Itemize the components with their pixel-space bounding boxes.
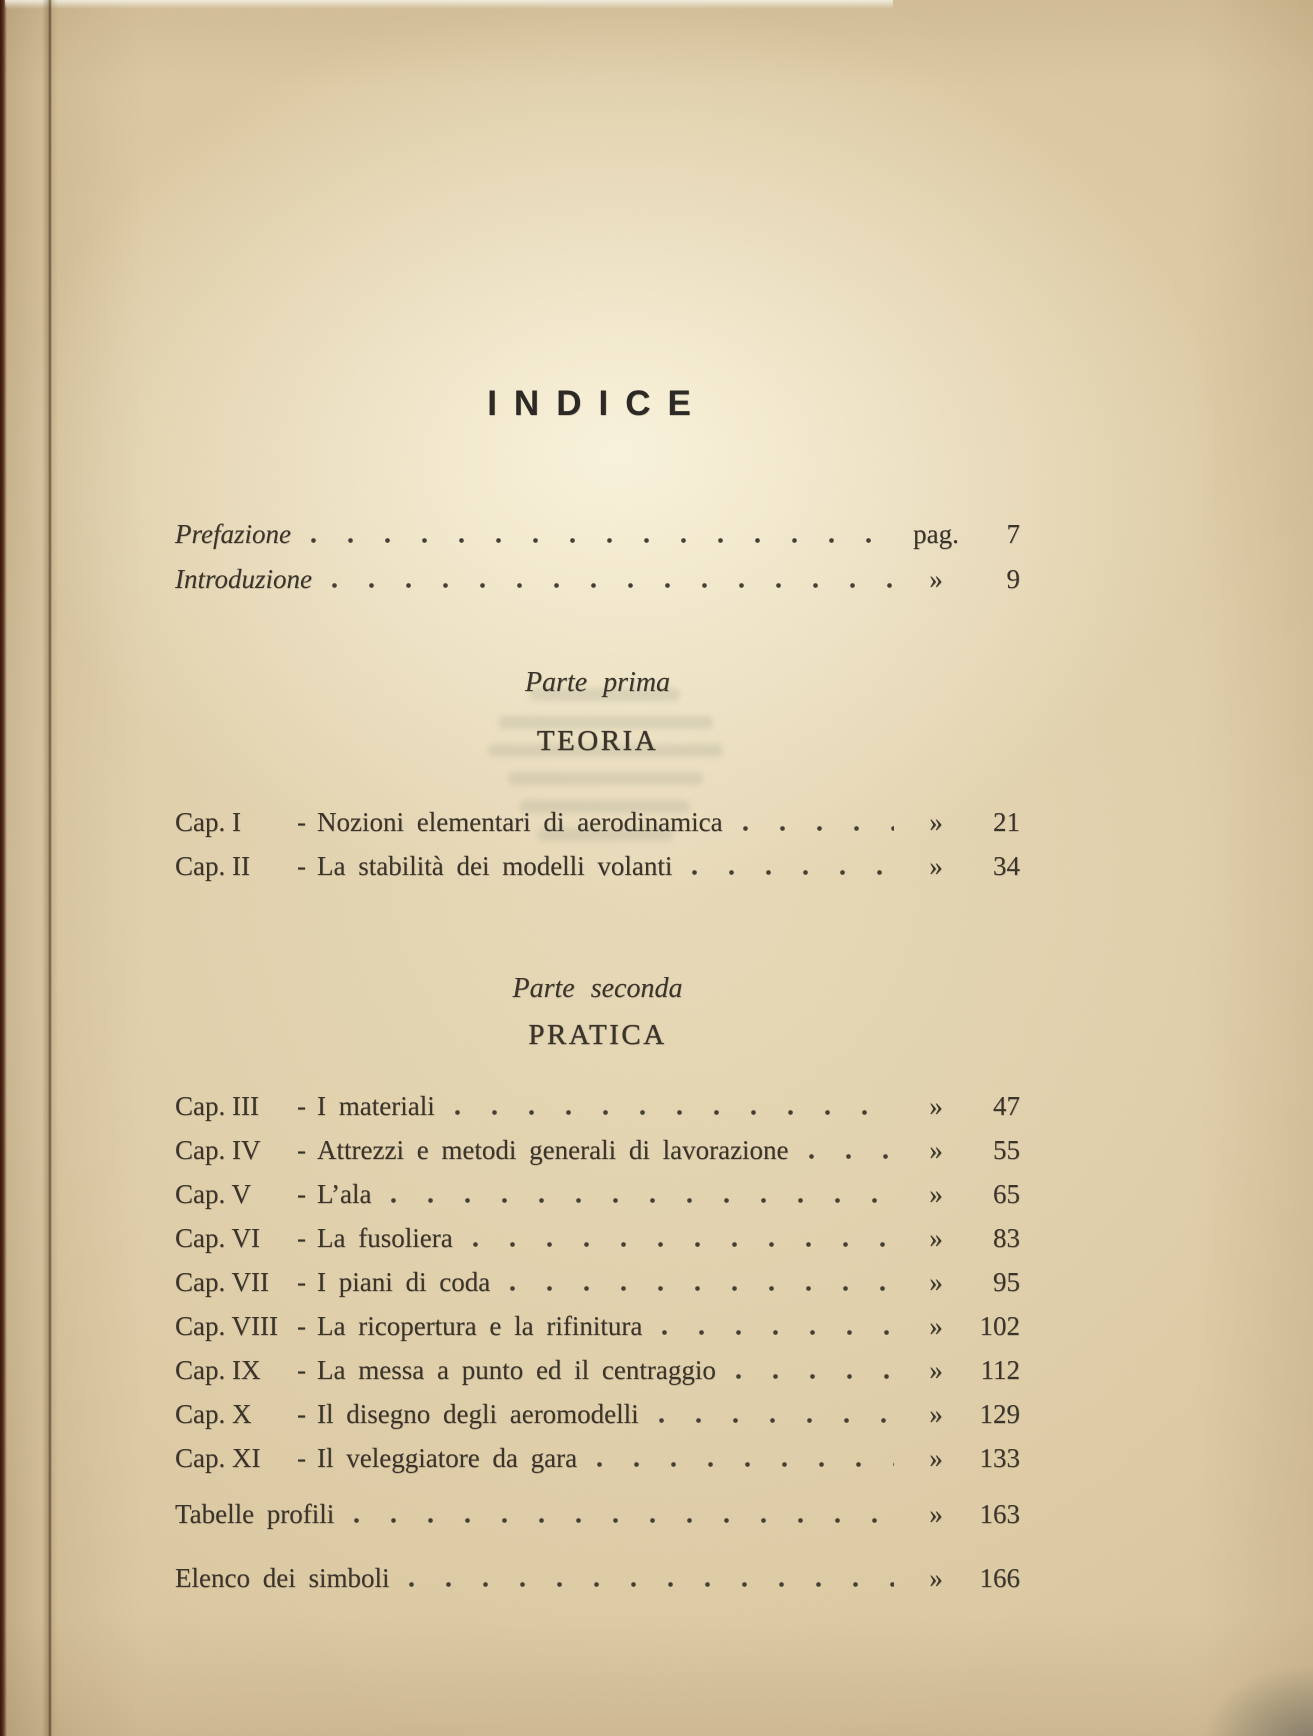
page-number: 83	[993, 1223, 1020, 1253]
dot-leader	[502, 1286, 894, 1291]
chapter-title: La fusoliera	[317, 1223, 453, 1253]
part-heading-teoria: TEORIA	[536, 725, 659, 757]
toc-entry-cap-8	[175, 1304, 1020, 1348]
page-title: INDICE	[487, 384, 708, 423]
scan-left-edge	[0, 0, 7, 1736]
page-ref-label: »	[929, 1267, 943, 1297]
toc-entry-cap-2	[175, 844, 1020, 888]
page-number: 95	[993, 1267, 1020, 1297]
dot-leader	[735, 826, 894, 831]
dot-leader	[346, 1518, 894, 1523]
dot-leader	[324, 583, 894, 588]
toc-entry-cap-7	[175, 1260, 1020, 1304]
page-number: 34	[993, 851, 1020, 881]
chapter-dash: -	[297, 1399, 306, 1429]
chapter-title: Attrezzi e metodi generali di lavorazione	[317, 1135, 789, 1165]
page-ref-label: »	[929, 564, 943, 594]
toc-entry-prefazione	[175, 512, 1020, 557]
dot-leader	[401, 1582, 894, 1587]
chapter-title: Nozioni elementari di aerodinamica	[317, 807, 723, 837]
chapter-number: Cap. IV	[175, 1135, 261, 1165]
chapter-number: Cap. III	[175, 1091, 259, 1121]
part-label-seconda: Parte seconda	[512, 973, 683, 1004]
page-ref-label: »	[929, 1135, 943, 1165]
dot-leader	[728, 1374, 894, 1379]
page-number: 9	[1006, 564, 1020, 594]
chapter-dash: -	[297, 1355, 306, 1385]
chapter-title: I materiali	[317, 1091, 435, 1121]
page-number: 7	[1006, 519, 1020, 549]
chapter-dash: -	[297, 1179, 306, 1209]
chapter-number: Cap. XI	[175, 1443, 261, 1473]
corner-smudge	[1201, 1664, 1313, 1736]
chapter-number: Cap. V	[175, 1179, 252, 1209]
dot-leader	[684, 870, 894, 875]
chapter-number: Cap. VIII	[175, 1311, 278, 1341]
chapter-number: Cap. X	[175, 1399, 252, 1429]
chapter-title: La messa a punto ed il centraggio	[317, 1355, 716, 1385]
chapter-title: Il veleggiatore da gara	[317, 1443, 578, 1473]
chapter-title: La ricopertura e la rifinitura	[317, 1311, 643, 1341]
chapter-dash: -	[297, 1267, 306, 1297]
page-number: 21	[993, 807, 1020, 837]
page-number: 133	[979, 1443, 1020, 1473]
dot-leader	[801, 1154, 894, 1159]
chapter-dash: -	[297, 1135, 306, 1165]
dot-leader	[447, 1110, 894, 1115]
chapter-number: Cap. VI	[175, 1223, 260, 1253]
page-ref-label: »	[929, 1399, 943, 1429]
chapter-title: I piani di coda	[317, 1267, 491, 1297]
toc-entry-introduzione	[175, 557, 1020, 602]
toc-entry-cap-11	[175, 1436, 1020, 1480]
toc-entry-label: Elenco dei simboli	[175, 1563, 390, 1593]
page-ref-label: »	[929, 1499, 943, 1529]
toc-entry-cap-1	[175, 800, 1020, 844]
toc-entry-elenco-simboli	[175, 1556, 1020, 1601]
toc-entry-cap-5	[175, 1172, 1020, 1216]
chapter-dash: -	[297, 807, 306, 837]
page-ref-label: »	[929, 1443, 943, 1473]
page-ref-label: »	[929, 1091, 943, 1121]
page-number: 47	[993, 1091, 1020, 1121]
chapter-number: Cap. IX	[175, 1355, 261, 1385]
page-ref-label: »	[929, 1179, 943, 1209]
toc-entry-label: Introduzione	[175, 564, 312, 594]
part-label-prima: Parte prima	[524, 667, 671, 698]
dot-leader	[303, 538, 894, 543]
dot-leader	[383, 1198, 894, 1203]
chapter-dash: -	[297, 1311, 306, 1341]
chapter-title: L’ala	[317, 1179, 372, 1209]
chapter-number: Cap. I	[175, 807, 241, 837]
dot-leader	[589, 1462, 894, 1467]
toc-entry-tabelle-profili	[175, 1492, 1020, 1537]
dot-leader	[465, 1242, 894, 1247]
page-ref-label: »	[929, 1223, 943, 1253]
index-content	[175, 0, 1020, 1601]
page-number: 129	[979, 1399, 1020, 1429]
part-heading-pratica: PRATICA	[528, 1019, 667, 1051]
chapter-dash: -	[297, 851, 306, 881]
chapter-title: La stabilità dei modelli volanti	[317, 851, 673, 881]
toc-entry-cap-3	[175, 1084, 1020, 1128]
page-number: 166	[979, 1563, 1020, 1593]
page-ref-label: »	[929, 1311, 943, 1341]
toc-entry-cap-9	[175, 1348, 1020, 1392]
dot-leader	[651, 1418, 894, 1423]
page-number: 55	[993, 1135, 1020, 1165]
toc-entry-cap-10	[175, 1392, 1020, 1436]
toc-entry-label: Tabelle profili	[175, 1499, 335, 1529]
toc-entry-label: Prefazione	[175, 519, 291, 549]
chapter-dash: -	[297, 1091, 306, 1121]
page-fold-crease	[42, 0, 58, 1736]
chapter-dash: -	[297, 1443, 306, 1473]
dot-leader	[654, 1330, 894, 1335]
page-number: 163	[979, 1499, 1020, 1529]
page-number: 112	[980, 1355, 1020, 1385]
page-ref-label: »	[929, 1355, 943, 1385]
chapter-number: Cap. VII	[175, 1267, 269, 1297]
page-ref-label: pag.	[913, 519, 959, 549]
page-ref-label: »	[929, 807, 943, 837]
chapter-dash: -	[297, 1223, 306, 1253]
chapter-number: Cap. II	[175, 851, 250, 881]
page-ref-label: »	[929, 851, 943, 881]
chapter-title: Il disegno degli aeromodelli	[317, 1399, 639, 1429]
toc-entry-cap-6	[175, 1216, 1020, 1260]
page-ref-label: »	[929, 1563, 943, 1593]
page-number: 102	[979, 1311, 1020, 1341]
toc-entry-cap-4	[175, 1128, 1020, 1172]
page-number: 65	[993, 1179, 1020, 1209]
